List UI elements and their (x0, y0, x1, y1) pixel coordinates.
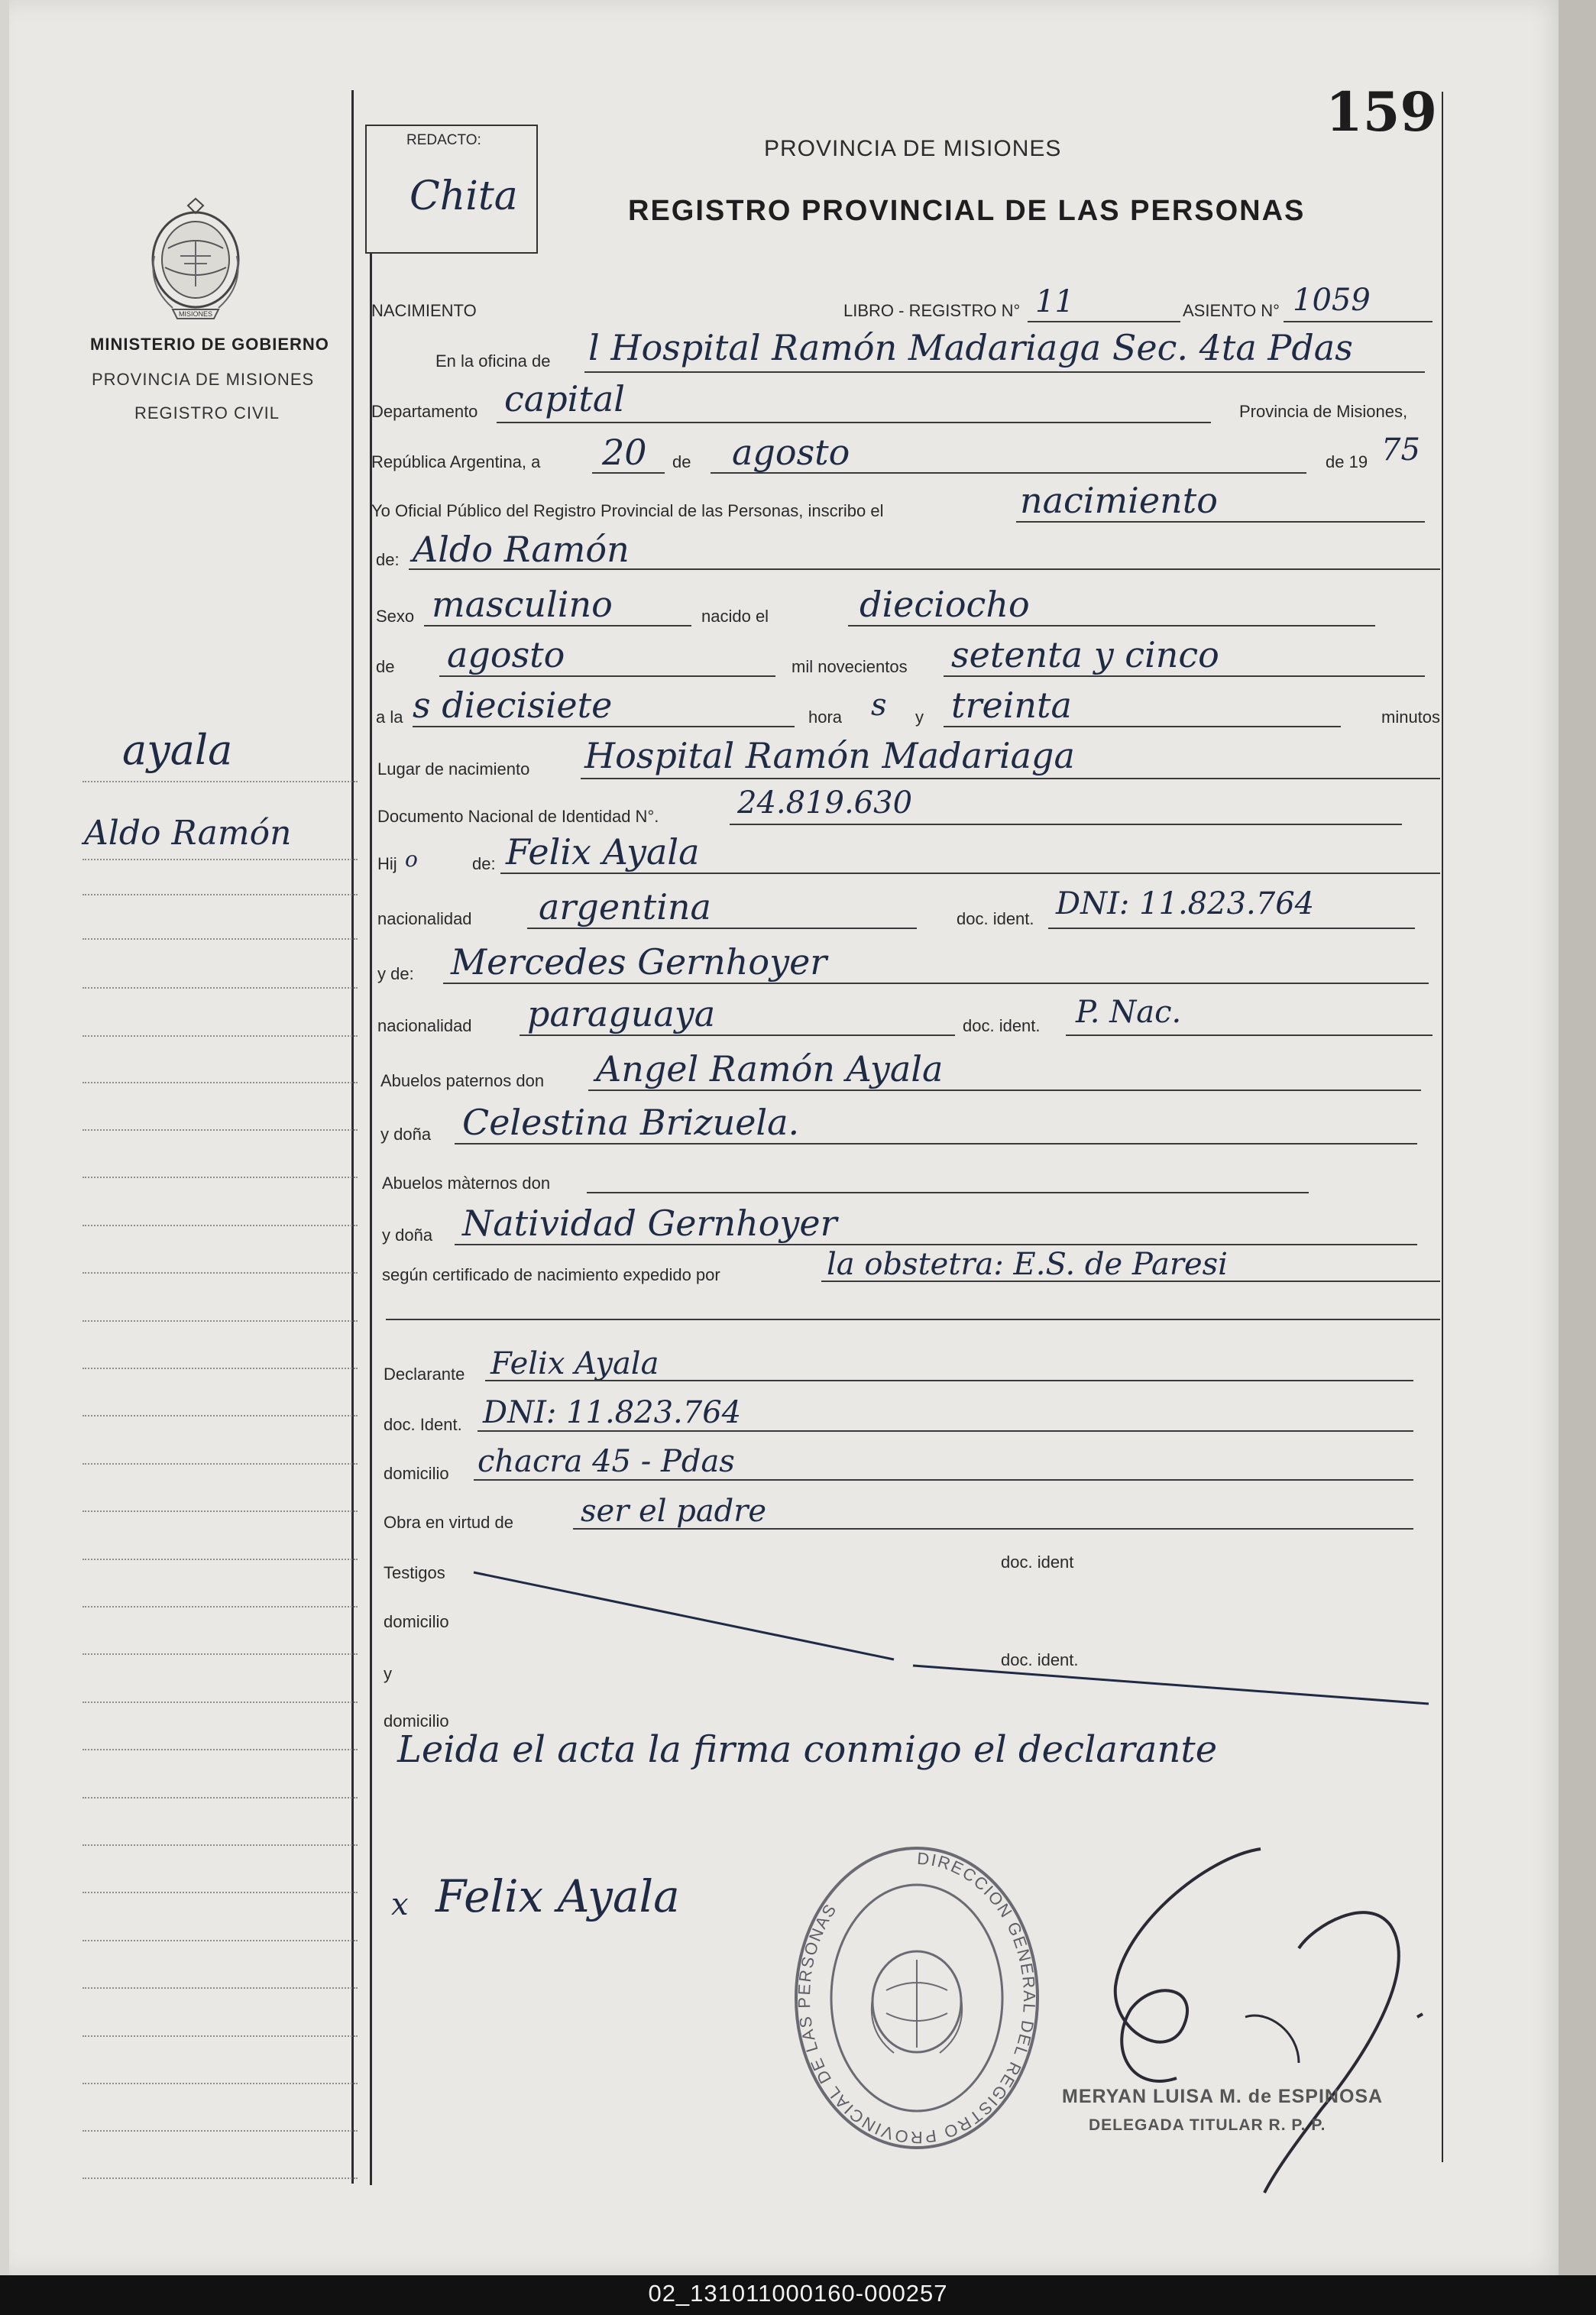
oficina-line (584, 371, 1425, 373)
ledger-line (83, 859, 358, 860)
de19-label: de 19 (1326, 452, 1368, 471)
ledger-line (83, 781, 358, 782)
dia-value: 20 (602, 432, 647, 473)
anio-nac-value: setenta y cinco (951, 634, 1219, 675)
page-number: 159 (1326, 80, 1438, 144)
domicilio-value: chacra 45 - Pdas (478, 1444, 735, 1479)
mes-value: agosto (732, 432, 850, 473)
lugar-label: Lugar de nacimiento (377, 759, 530, 779)
segun-value: la obstetra: E.S. de Paresi (827, 1247, 1228, 1282)
minutos-value: treinta (951, 685, 1072, 726)
page-edge (1559, 0, 1596, 2275)
official-signature-icon (1070, 1834, 1436, 2200)
hijo-de-label: de: (472, 854, 496, 873)
ledger-line (83, 2035, 358, 2037)
doc-ident3-label: doc. ident. (1001, 1650, 1079, 1669)
declarante-label: Declarante (384, 1365, 465, 1384)
minutos-label: minutos (1381, 707, 1441, 727)
domicilio3-label: domicilio (384, 1711, 449, 1731)
form-right-line (1442, 92, 1443, 2162)
ledger-line (83, 1082, 358, 1083)
ledger-line (83, 1368, 358, 1369)
abuelo-pat-line (588, 1090, 1421, 1091)
province-name: PROVINCIA DE MISIONES (92, 370, 315, 389)
registry-title: REGISTRO PROVINCIAL DE LAS PERSONAS (628, 195, 1306, 227)
ledger-line (83, 1129, 358, 1131)
ledger-line (83, 2130, 358, 2132)
abuela-mat-line (455, 1244, 1417, 1245)
provincia-label: Provincia de Misiones, (1239, 402, 1408, 421)
margin-names: Aldo Ramón (84, 814, 292, 853)
ledger-line (83, 1844, 358, 1846)
nacido-value: dieciocho (860, 584, 1030, 625)
coat-of-arms-icon (142, 195, 249, 321)
hijo-label: Hij (377, 854, 397, 873)
ledger-line (83, 1320, 358, 1322)
nac-madre-value: paraguaya (527, 993, 716, 1034)
abuelo-mat-line (587, 1192, 1309, 1193)
libro-value: 11 (1035, 284, 1074, 319)
doc-madre-line (1066, 1034, 1433, 1036)
obra-label: Obra en virtud de (384, 1513, 513, 1532)
abuelo-pat-value: Angel Ramón Ayala (596, 1048, 944, 1090)
yde-label: y de: (377, 964, 414, 983)
ledger-line (83, 2177, 358, 2179)
province-title: PROVINCIA DE MISIONES (764, 136, 1062, 161)
form-left-line (370, 252, 372, 2185)
doc-ident-madre-label: doc. ident. (963, 1016, 1041, 1035)
firma-value: Felix Ayala (435, 1870, 680, 1922)
nombre-line (409, 568, 1440, 570)
official-stamp-icon (779, 1837, 1054, 2158)
alas-value: s diecisiete (413, 685, 613, 726)
ledger-line (83, 1653, 358, 1655)
nac-madre-line (520, 1034, 955, 1036)
ledger-line (83, 1510, 358, 1512)
ledger-line (83, 1177, 358, 1178)
ledger-line (83, 1606, 358, 1608)
leida-value: Leida el acta la firma conmigo el declarante (397, 1728, 1218, 1771)
ledger-line (83, 1272, 358, 1274)
hora-label: hora (808, 707, 843, 727)
departamento-value: capital (504, 378, 625, 419)
nacido-label: nacido el (701, 607, 769, 626)
doc-madre-value: P. Nac. (1076, 995, 1182, 1030)
ledger-line (83, 1559, 358, 1560)
asiento-label: ASIENTO N° (1183, 301, 1280, 320)
padre-value: Felix Ayala (506, 831, 700, 873)
ledger-line (83, 1415, 358, 1417)
image-code: 02_131011000160-000257 (648, 2280, 948, 2307)
alas-label: a la (376, 707, 403, 727)
asiento-line (1284, 321, 1433, 322)
mil-label: mil novecientos (792, 657, 908, 676)
nombre-value: Aldo Ramón (413, 529, 630, 570)
madre-line (443, 983, 1429, 984)
doc-padre-line (1048, 928, 1415, 929)
abuela-pat-line (455, 1143, 1417, 1145)
abuela-pat-value: Celestina Brizuela. (462, 1102, 800, 1143)
hora-value: s (871, 688, 887, 723)
official-name: MERYAN LUISA M. de ESPINOSA (1062, 2086, 1384, 2107)
doc-decl-label: doc. Ident. (384, 1415, 462, 1434)
republica-label: República Argentina, a (371, 452, 541, 471)
departamento-line (497, 422, 1211, 423)
left-margin-line (351, 90, 354, 2184)
nacido-line (848, 625, 1375, 627)
registry-name: REGISTRO CIVIL (134, 403, 280, 423)
mes-nac-value: agosto (447, 634, 565, 675)
oficina-label: En la oficina de (435, 351, 551, 371)
lugar-value: Hospital Ramón Madariaga (584, 735, 1075, 776)
testigos-label: Testigos (384, 1563, 445, 1582)
ydona-pat-label: y doña (380, 1125, 432, 1144)
asiento-value: 1059 (1293, 283, 1371, 318)
segun-label: según certificado de nacimiento expedido por (382, 1265, 720, 1284)
obra-value: ser el padre (581, 1494, 767, 1529)
oficina-value: l Hospital Ramón Madariaga Sec. 4ta Pdas (588, 327, 1353, 368)
declarante-line (485, 1380, 1413, 1381)
dni-value: 24.819.630 (737, 785, 913, 821)
doc-decl-value: DNI: 11.823.764 (483, 1395, 742, 1430)
nac-padre-value: argentina (539, 886, 711, 928)
doc-decl-line (478, 1430, 1413, 1432)
dni-label: Documento Nacional de Identidad N°. (377, 807, 659, 826)
stamp-ring-text: DIRECCION GENERAL DEL REGISTRO PROVINCIAL DE LAS PERSONAS (794, 1848, 1040, 2148)
firma-mark: x (391, 1887, 409, 1922)
mes-line (711, 472, 1306, 474)
abuela-mat-value: Natividad Gernhoyer (462, 1203, 837, 1244)
ledger-line (83, 1940, 358, 1941)
dni-line (730, 824, 1402, 825)
doc-ident-label: doc. ident. (957, 909, 1034, 928)
seal-text: MISIONES (178, 310, 213, 318)
dia-line (592, 472, 665, 474)
redacto-box (365, 125, 538, 254)
doc-padre-value: DNI: 11.823.764 (1056, 886, 1315, 921)
ledger-line (83, 1987, 358, 1989)
ledger-line (83, 894, 358, 895)
madre-value: Mercedes Gernhoyer (451, 941, 827, 983)
sexo-line (424, 625, 691, 627)
ydona-mat-label: y doña (382, 1225, 433, 1245)
sexo-value: masculino (432, 584, 613, 625)
segun-line (821, 1281, 1440, 1282)
segun-line-2 (386, 1319, 1440, 1320)
nacimiento-label: NACIMIENTO (371, 301, 477, 320)
nacionalidad-madre-label: nacionalidad (377, 1016, 472, 1035)
ledger-line (83, 987, 358, 989)
ministry-name: MINISTERIO DE GOBIERNO (90, 335, 329, 354)
ledger-line (83, 1225, 358, 1226)
oficial-value: nacimiento (1020, 480, 1218, 521)
ledger-line (83, 938, 358, 940)
oficial-label: Yo Oficial Público del Registro Provincial de las Personas, inscribo el (371, 501, 884, 520)
lugar-line (581, 778, 1440, 779)
nac-padre-line (527, 928, 917, 929)
abuelos-mat-label: Abuelos màternos don (382, 1174, 551, 1193)
ledger-line (83, 1892, 358, 1893)
ledger-line (83, 1463, 358, 1465)
ledger-line (83, 1749, 358, 1750)
de-label: de (672, 452, 691, 471)
ledger-line (83, 1797, 358, 1799)
doc-ident2-label: doc. ident (1001, 1553, 1074, 1572)
sexo-label: Sexo (376, 607, 415, 626)
image-code-bar (0, 2275, 1596, 2315)
obra-line (573, 1528, 1413, 1530)
margin-surname: ayala (122, 726, 233, 774)
ledger-line (83, 1035, 358, 1037)
anio-nac-line (944, 675, 1425, 677)
alas-line (413, 726, 795, 727)
minutos-line (944, 726, 1341, 727)
domicilio-line (474, 1479, 1413, 1481)
ledger-line (83, 2083, 358, 2084)
y2-label: y (384, 1664, 392, 1683)
de2-label: de (376, 657, 395, 676)
departamento-label: Departamento (371, 402, 478, 421)
de-nombre-label: de: (376, 550, 400, 569)
redacto-initials: Chita (410, 173, 518, 219)
ledger-line (83, 1701, 358, 1703)
oficial-line (1016, 521, 1425, 523)
libro-label: LIBRO - REGISTRO N° (843, 301, 1021, 320)
libro-line (1028, 321, 1180, 322)
domicilio-label: domicilio (384, 1464, 449, 1483)
redacto-label: REDACTO: (406, 132, 481, 148)
domicilio2-label: domicilio (384, 1612, 449, 1631)
abuelos-pat-label: Abuelos paternos don (380, 1071, 545, 1090)
hijo-suffix: o (405, 847, 418, 872)
official-title: DELEGADA TITULAR R. P. P. (1089, 2116, 1326, 2134)
mes-nac-line (439, 675, 775, 677)
y-label: y (915, 707, 924, 727)
nacionalidad-label: nacionalidad (377, 909, 472, 928)
declarante-value: Felix Ayala (490, 1346, 659, 1381)
padre-line (500, 873, 1440, 874)
anio-value: 75 (1381, 432, 1420, 468)
testigos-strikethrough (458, 1559, 1452, 1719)
